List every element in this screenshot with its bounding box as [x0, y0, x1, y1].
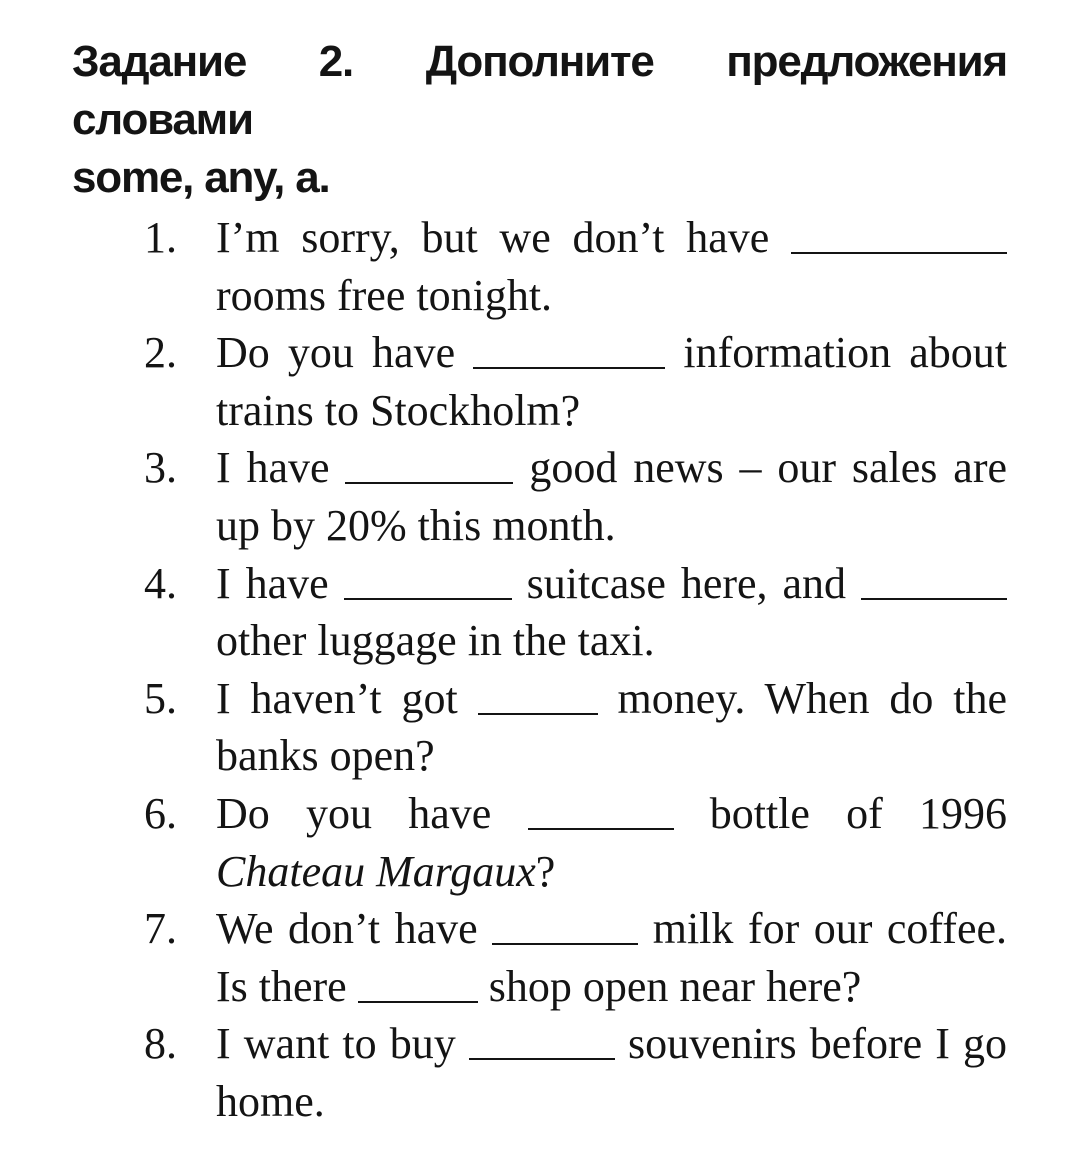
- exercise-list: [72, 209, 1007, 1131]
- exercise-item-2: [72, 324, 1007, 439]
- item-text: bottle of 1996: [709, 788, 1008, 838]
- item-text: shop open near here?: [488, 961, 862, 1011]
- item-number: 7.: [144, 904, 177, 954]
- item-text: We don’t have: [216, 904, 478, 954]
- item-text: milk for our coffee. Is there: [216, 904, 1007, 1011]
- task-subtitle: some, any, a.: [72, 153, 330, 202]
- item-text: rooms free tonight.: [216, 270, 553, 320]
- answer-blank[interactable]: [528, 792, 674, 830]
- item-text: Do you have: [216, 328, 456, 378]
- item-text: other luggage in the taxi.: [216, 616, 655, 666]
- item-text: I want to buy: [216, 1019, 456, 1069]
- item-number: 3.: [144, 443, 177, 493]
- item-text: souvenirs before I go home.: [216, 1019, 1008, 1126]
- exercise-item-4: [72, 555, 1007, 670]
- item-number: 1.: [144, 213, 177, 262]
- item-text: I have: [216, 443, 330, 493]
- answer-blank[interactable]: [345, 446, 513, 484]
- item-number: 8.: [144, 1019, 177, 1069]
- answer-blank[interactable]: [344, 562, 512, 600]
- item-text: suitcase here, and: [526, 558, 847, 608]
- task-title: Задание 2. Дополните предложения словами: [72, 37, 1007, 144]
- exercise-item-7: [72, 900, 1007, 1015]
- worksheet: [72, 33, 1007, 1131]
- task-heading: [72, 33, 1007, 207]
- answer-blank[interactable]: [492, 907, 638, 945]
- exercise-item-1: [72, 209, 1007, 324]
- item-text: information about trains to Stockholm?: [216, 328, 1008, 435]
- answer-blank[interactable]: [469, 1022, 615, 1060]
- exercise-item-3: [72, 439, 1007, 554]
- exercise-item-6: [72, 785, 1007, 900]
- exercise-item-8: [72, 1015, 1007, 1130]
- answer-blank[interactable]: [358, 965, 478, 1003]
- item-number: 6.: [144, 788, 177, 838]
- item-text: I have: [216, 558, 329, 608]
- item-text: I’m sorry, but we don’t have: [216, 213, 770, 262]
- answer-blank[interactable]: [791, 216, 1007, 254]
- item-number: 2.: [144, 328, 177, 378]
- item-text: ?: [535, 846, 556, 896]
- item-text: I haven’t got: [216, 673, 458, 723]
- item-number: 4.: [144, 558, 177, 608]
- item-text: money. When do the banks open?: [216, 673, 1008, 781]
- answer-blank[interactable]: [478, 677, 598, 715]
- wine-name: Chateau Margaux: [216, 846, 536, 896]
- item-number: 5.: [144, 673, 177, 723]
- item-text: good news – our sales are up by 20% this month.: [216, 443, 1008, 550]
- answer-blank[interactable]: [861, 562, 1007, 600]
- answer-blank[interactable]: [473, 331, 665, 369]
- exercise-item-5: [72, 670, 1007, 785]
- item-text: Do you have: [216, 788, 492, 838]
